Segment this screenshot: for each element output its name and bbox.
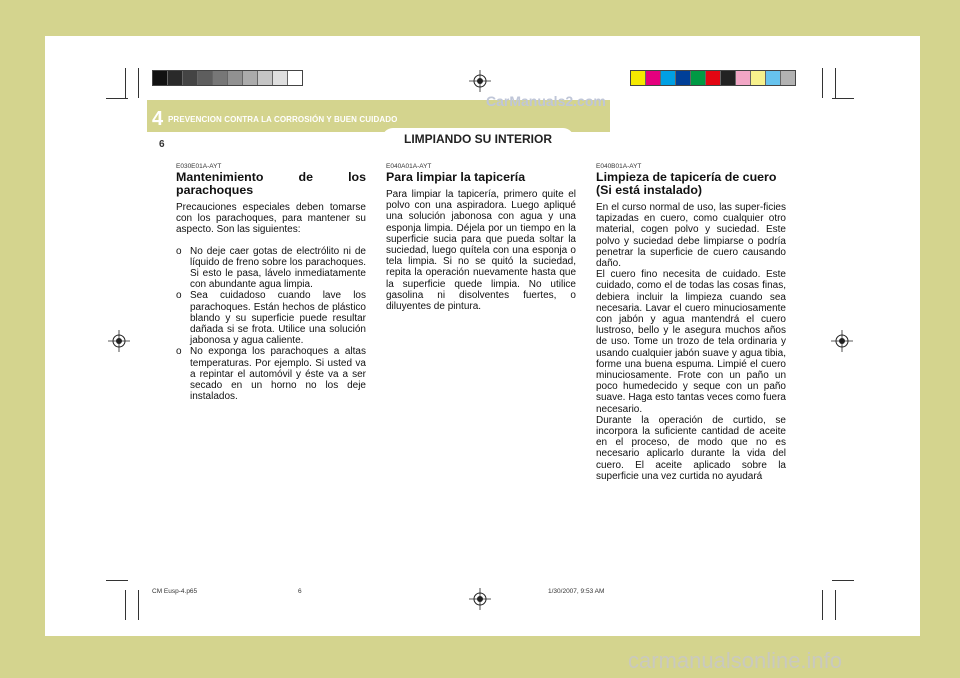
color-swatch	[661, 71, 676, 85]
color-swatch	[213, 71, 228, 85]
color-swatch	[243, 71, 258, 85]
chapter-title: PREVENCION CONTRA LA CORROSIÓN Y BUEN CUIDADO	[168, 115, 398, 124]
color-swatch	[751, 71, 766, 85]
grayscale-color-bar	[152, 70, 303, 86]
column-leather	[596, 163, 786, 482]
registration-mark-left-icon	[108, 330, 130, 352]
section-heading: Para limpiar la tapicería	[386, 170, 526, 184]
chapter-number: 4	[152, 108, 164, 130]
footer-timestamp: 1/30/2007, 9:53 AM	[548, 588, 605, 595]
color-swatch	[631, 71, 646, 85]
column-bumpers	[176, 163, 366, 402]
section-heading: Limpieza de tapicería de cuero (Si está instalado)	[596, 170, 777, 197]
color-swatch	[288, 71, 302, 85]
color-swatch	[706, 71, 721, 85]
watermark-bottom[interactable]: carmanualsonline.info	[628, 648, 843, 673]
section-title: LIMPIANDO SU INTERIOR	[382, 128, 574, 150]
section-code: E030E01A-AYT	[176, 163, 222, 170]
color-swatch	[691, 71, 706, 85]
list-item: o No deje caer gotas de electrólito ni de líquido de freno sobre los parachoques. Si esto le pasa, lávelo inmediatamente con abundante agua limpia.	[176, 245, 366, 291]
color-swatch	[766, 71, 781, 85]
section-heading: Mantenimiento de los parachoques	[176, 170, 366, 197]
color-swatch	[198, 71, 213, 85]
color-swatch	[228, 71, 243, 85]
intro-paragraph: Precauciones especiales deben tomarse con los parachoques, para mantener su aspecto. Son las siguientes:	[176, 202, 366, 236]
page-number: 6	[159, 139, 165, 150]
list-item: o Sea cuidadoso cuando lave los parachoques. Están hechos de plástico blando y su superficie puede resultar dañada si se frota. Utilice una solución jabonosa y agua caliente.	[176, 290, 366, 347]
color-swatch	[646, 71, 661, 85]
body-paragraphs: En el curso normal de uso, las super-ficies tapizadas en cuero, como cualquier otro material, cogen polvo y suciedad. Este polvo y suciedad debe limpiarse o podría penetrar la superficie de cuero causando daño. El cuero fino necesita de cuidado. Este cuidado, como el de todas las cosas finas, debiera incluir la limpieza cuando sea necesaria. Lavar el cuero minuciosamente con jabón y agua mantendrá el cuero lustroso, bello y le asegura muchos años de uso. Tome un trozo de tela ordinaria y usando cualquier jabón suave y agua tibia, forme una buena espuma. Limpié el cuero minuciosamente. Frote con un paño un poco humedecido y seque con un paño suave. Haga esto tantas veces como fuera necesario. Durante la operación de curtido, se incorpora la suficiente cantidad de aceite en el proceso, de modo que no es necesario aplicarlo durante la vida del cuero. El aceite aplicado sobre la superficie una vez curtida no ayudará	[596, 202, 786, 482]
bullet-list	[176, 246, 366, 403]
color-swatch	[736, 71, 751, 85]
section-code: E040A01A-AYT	[386, 163, 432, 170]
color-swatch	[273, 71, 288, 85]
color-swatch	[183, 71, 198, 85]
color-swatch	[168, 71, 183, 85]
color-swatch	[676, 71, 691, 85]
watermark-top[interactable]: CarManuals2.com	[486, 93, 606, 109]
process-color-bar	[630, 70, 796, 86]
list-item: o No exponga los parachoques a altas temperaturas. Por ejemplo. Si usted va a repintar el automóvil y éste va a ser secado en un horno no los deje instalados.	[176, 346, 366, 403]
registration-mark-right-icon	[831, 330, 853, 352]
registration-mark-bottom-icon	[469, 588, 491, 610]
footer-page: 6	[298, 588, 302, 595]
color-swatch	[153, 71, 168, 85]
registration-mark-top-icon	[469, 70, 491, 92]
color-swatch	[721, 71, 736, 85]
section-code: E040B01A-AYT	[596, 163, 642, 170]
column-upholstery	[386, 163, 576, 312]
color-swatch	[781, 71, 795, 85]
color-swatch	[258, 71, 273, 85]
body-paragraph: Para limpiar la tapicería, primero quite el polvo con una aspiradora. Luego apliqué una solución jabonosa con agua y una esponja limpia. Déjela por un tiempo en la superficie sucia para que pueda soltar la suciedad, luego quítela con una esponja o tela limpia. Si no se quitó la suciedad, repita la operación nuevamente hasta que la superficie quede limpia. No utilice gasolina ni disolventes fuertes, o diluyentes de pintura.	[386, 189, 576, 313]
footer-file-name: CM Eusp-4.p65	[152, 588, 198, 595]
